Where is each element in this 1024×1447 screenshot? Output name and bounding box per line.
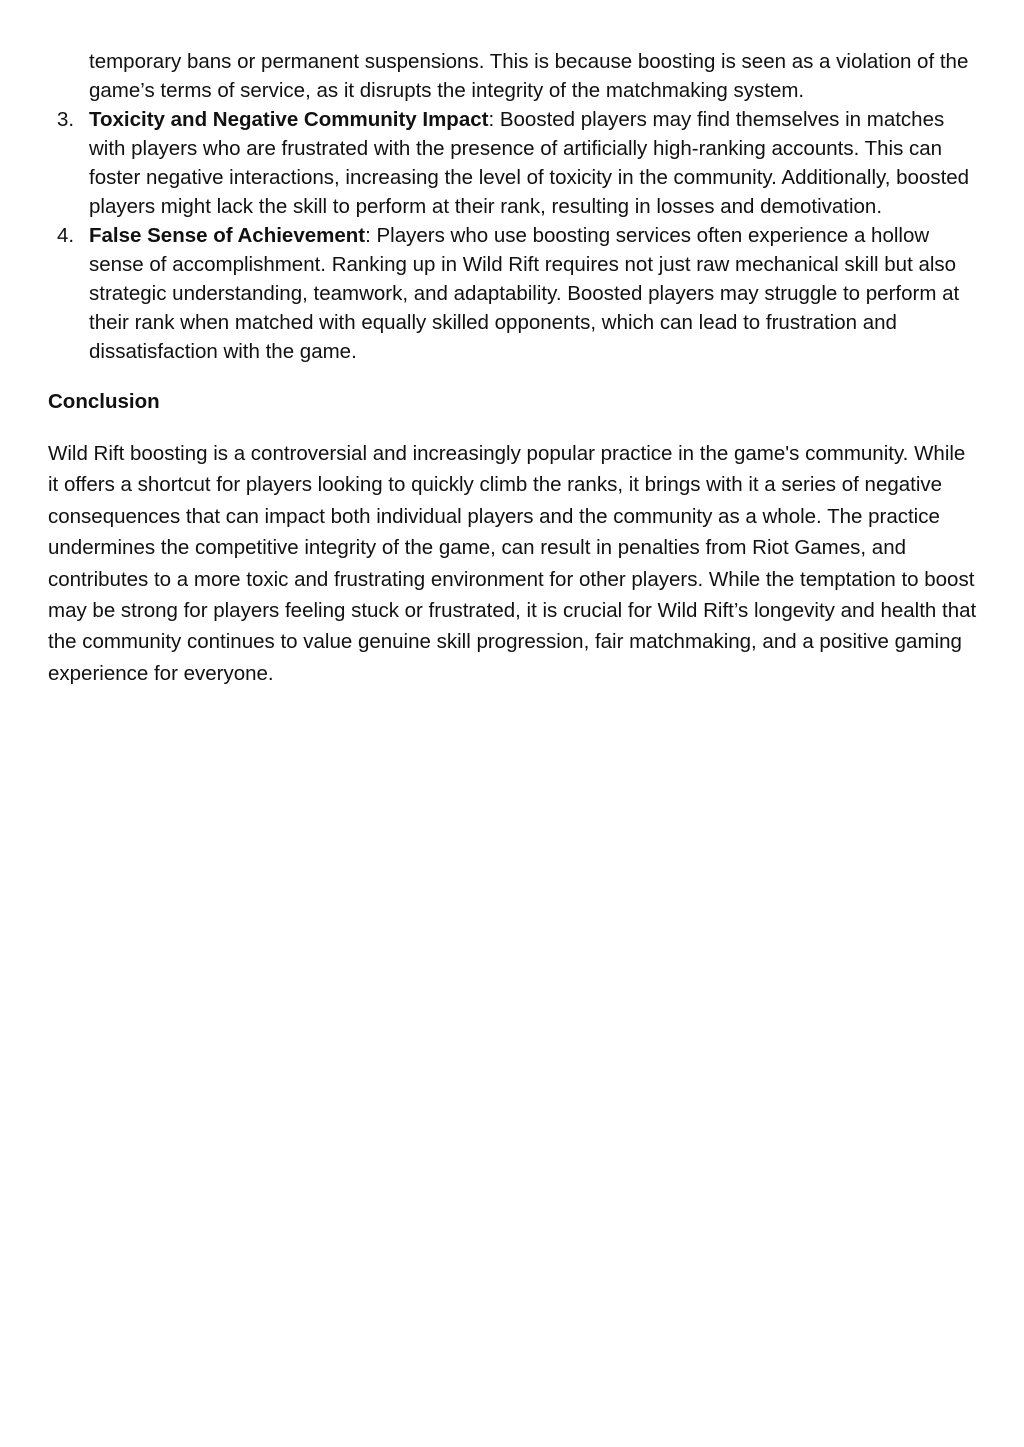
list-item-number: 3. bbox=[57, 108, 75, 131]
list-item-continuation bbox=[48, 47, 980, 105]
list-item-text: : Players who use boosting services often experience a hollow sense of accomplishment. Ranking up in Wild Rift requires not just raw mechanical skill but also strategic understanding, teamwork, and adaptability. Boosted players may struggle to perform at their rank when matched with equally skilled opponents, which can lead to frustration and dissatisfaction with the game. bbox=[89, 224, 960, 363]
list-item-number: 4. bbox=[57, 224, 75, 247]
document-page bbox=[48, 47, 980, 689]
list-item-text: temporary bans or permanent suspensions. This is because boosting is seen as a violation of the game’s terms of service, as it disrupts the integrity of the matchmaking system. bbox=[89, 50, 969, 102]
list-item-toxicity bbox=[48, 105, 980, 221]
list-item-text: : Boosted players may find themselves in matches with players who are frustrated with the presence of artificially high-ranking accounts. This can foster negative interactions, increasing the level of toxicity in the community. Additionally, boosted players might lack the skill to perform at their rank, resulting in losses and demotivation. bbox=[89, 108, 970, 218]
consequences-list bbox=[48, 47, 980, 366]
list-item-title: Toxicity and Negative Community Impact bbox=[89, 108, 489, 131]
list-item-title: False Sense of Achievement bbox=[89, 224, 366, 247]
conclusion-paragraph: Wild Rift boosting is a controversial and increasingly popular practice in the game's community. While it offers a shortcut for players looking to quickly climb the ranks, it brings with it a series of negative consequences that can impact both individual players and the community as a whole. The practice undermines the competitive integrity of the game, can result in penalties from Riot Games, and contributes to a more toxic and frustrating environment for other players. While the temptation to boost may be strong for players feeling stuck or frustrated, it is crucial for Wild Rift’s longevity and health that the community continues to value genuine skill progression, fair matchmaking, and a positive gaming experience for everyone. bbox=[48, 442, 977, 685]
conclusion-heading: Conclusion bbox=[48, 390, 160, 413]
list-item-false-achievement bbox=[48, 221, 980, 366]
